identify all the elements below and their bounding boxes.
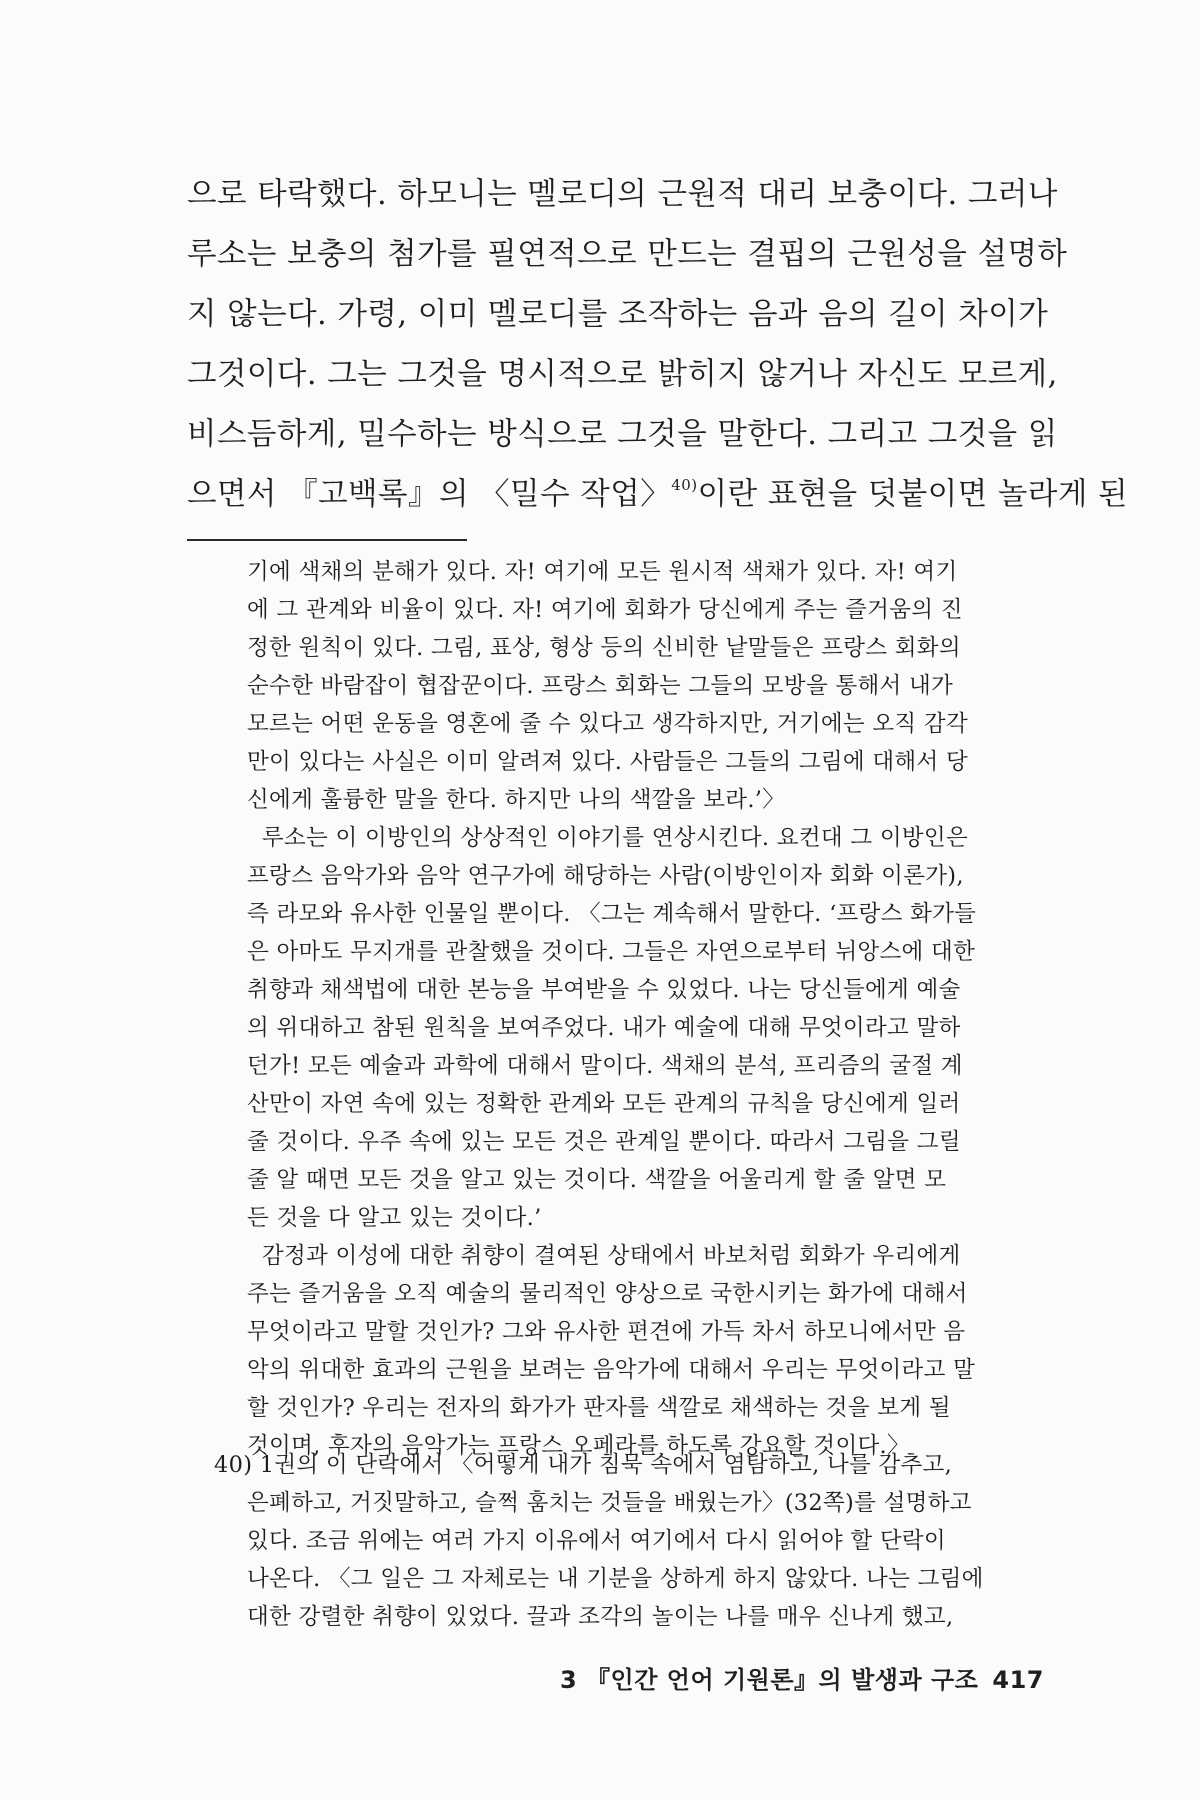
footnote-line: 것이며, 후자의 음악가는 프랑스 오페라를 하도록 강요할 것이다.〉: [247, 1433, 910, 1459]
body-line-with-footnote: [187, 465, 1128, 525]
page-number: 417: [992, 1666, 1044, 1694]
footnote-line: 줄 알 때면 모든 것을 알고 있는 것이다. 색깔을 어울리게 할 줄 알면 모: [247, 1167, 947, 1193]
body-line: 루소는 보충의 첨가를 필연적으로 만드는 결핍의 근원성을 설명하: [187, 237, 1068, 272]
footnote-line: 프랑스 음악가와 음악 연구가에 해당하는 사람(이방인이자 회화 이론가),: [247, 863, 964, 889]
footnote-line: 산만이 자연 속에 있는 정확한 관계와 모든 관계의 규칙을 당신에게 일러: [247, 1091, 961, 1117]
footnote-line: 만이 있다는 사실은 이미 알려져 있다. 사람들은 그들의 그림에 대해서 당: [247, 749, 968, 775]
footnote-line: 에 그 관계와 비율이 있다. 자! 여기에 회화가 당신에게 주는 즐거움의 진: [247, 597, 963, 623]
footnote-line: 취향과 채색법에 대한 본능을 부여받을 수 있었다. 나는 당신들에게 예술: [247, 977, 961, 1003]
body-line: 으로 타락했다. 하모니는 멜로디의 근원적 대리 보충이다. 그러나: [187, 177, 1058, 212]
footnote-line: 대한 강렬한 취향이 있었다. 끌과 조각의 놀이는 나를 매우 신나게 했고,: [247, 1604, 954, 1630]
footnote-line: 악의 위대한 효과의 근원을 보려는 음악가에 대해서 우리는 무엇이라고 말: [247, 1357, 976, 1383]
footnote-line: 루소는 이 이방인의 상상적인 이야기를 연상시킨다. 요컨대 그 이방인은: [247, 825, 968, 851]
footnote-40-first-line: 40) 1권의 이 단락에서 〈어떻게 내가 침묵 속에서 염탐하고, 나를 감추고,: [214, 1452, 953, 1478]
footnote-line: 주는 즐거움을 오직 예술의 물리적인 양상으로 국한시키는 화가에 대해서: [247, 1281, 968, 1307]
footnote-line: 은폐하고, 거짓말하고, 슬쩍 훔치는 것들을 배웠는가〉(32쪽)를 설명하고: [247, 1490, 972, 1516]
running-head: 3 『인간 언어 기원론』의 발생과 구조: [560, 1666, 979, 1694]
footnote-line: 무엇이라고 말할 것인가? 그와 유사한 편견에 가득 차서 하모니에서만 음: [247, 1319, 966, 1345]
body-text-fragment: 이란 표현을 덧붙이면 놀라게 된: [697, 477, 1128, 512]
footnote-line: 기에 색채의 분해가 있다. 자! 여기에 모든 원시적 색채가 있다. 자! 여기: [247, 559, 958, 585]
body-text-fragment: 으면서 『고백록』의 〈밀수 작업〉: [187, 477, 672, 512]
body-line: 지 않는다. 가령, 이미 멜로디를 조작하는 음과 음의 길이 차이가: [187, 297, 1049, 332]
page-footer: [560, 1660, 1044, 1695]
footnote-line: 순수한 바람잡이 협잡꾼이다. 프랑스 회화는 그들의 모방을 통해서 내가: [247, 673, 954, 699]
footnote-line: 은 아마도 무지개를 관찰했을 것이다. 그들은 자연으로부터 뉘앙스에 대한: [247, 939, 976, 965]
footnote-line: 신에게 훌륭한 말을 한다. 하지만 나의 색깔을 보라.’〉: [247, 787, 786, 813]
footnote-40: [214, 1446, 1040, 1636]
footnote-line: 의 위대하고 참된 원칙을 보여주었다. 내가 예술에 대해 무엇이라고 말하: [247, 1015, 961, 1041]
footnote-continuation: [247, 553, 1040, 1465]
body-line: 비스듬하게, 밀수하는 방식으로 그것을 말한다. 그리고 그것을 읽: [187, 417, 1058, 452]
footnote-line: 줄 것이다. 우주 속에 있는 모든 것은 관계일 뿐이다. 따라서 그림을 그릴: [247, 1129, 961, 1155]
body-line: 그것이다. 그는 그것을 명시적으로 밝히지 않거나 자신도 모르게,: [187, 357, 1058, 392]
footnote-line: 있다. 조금 위에는 여러 가지 이유에서 여기에서 다시 읽어야 할 단락이: [247, 1528, 946, 1554]
footnote-separator-rule: [187, 539, 467, 541]
footnote-line: 정한 원칙이 있다. 그림, 표상, 형상 등의 신비한 낱말들은 프랑스 회화의: [247, 635, 961, 661]
footnote-line: 감정과 이성에 대한 취향이 결여된 상태에서 바보처럼 회화가 우리에게: [247, 1243, 961, 1269]
footnote-line: 할 것인가? 우리는 전자의 화가가 판자를 색깔로 채색하는 것을 보게 될: [247, 1395, 951, 1421]
main-body-text: [187, 165, 1128, 525]
footnote-line: 나온다. 〈그 일은 그 자체로는 내 기분을 상하게 하지 않았다. 나는 그림에: [247, 1566, 984, 1592]
footnote-reference: 40): [671, 476, 698, 494]
footnote-line: 던가! 모든 예술과 과학에 대해서 말이다. 색채의 분석, 프리즘의 굴절 계: [247, 1053, 963, 1079]
footnote-line: 모르는 어떤 운동을 영혼에 줄 수 있다고 생각하지만, 거기에는 오직 감각: [247, 711, 968, 737]
footnote-line: 즉 라모와 유사한 인물일 뿐이다. 〈그는 계속해서 말한다. ‘프랑스 화가들: [247, 901, 977, 927]
footnote-line: 든 것을 다 알고 있는 것이다.’: [247, 1205, 542, 1231]
